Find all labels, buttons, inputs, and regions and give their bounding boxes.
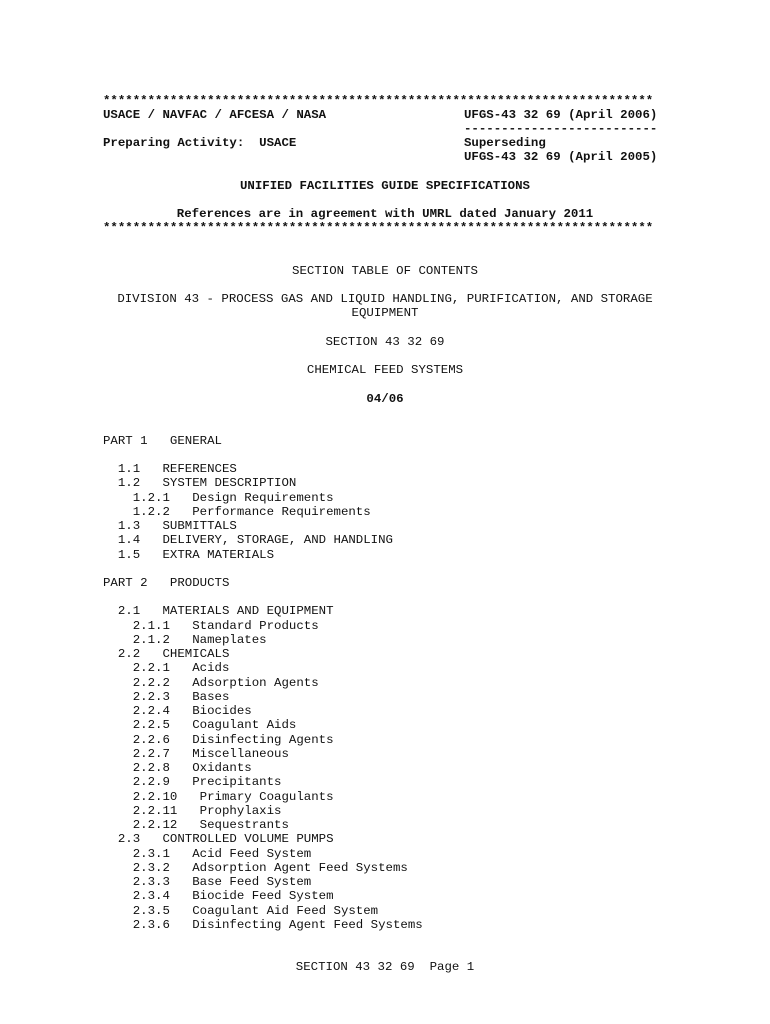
toc-entry: 2.3 CONTROLLED VOLUME PUMPS	[103, 832, 334, 846]
toc-heading: SECTION TABLE OF CONTENTS	[292, 264, 478, 278]
toc-entry: 2.2.3 Bases	[103, 690, 230, 704]
toc-entry: 2.2.2 Adsorption Agents	[103, 676, 319, 690]
toc-entry: 2.2.9 Precipitants	[103, 775, 282, 789]
division-title: DIVISION 43 - PROCESS GAS AND LIQUID HANDLING, PURIFICATION, AND STORAGE	[117, 292, 653, 306]
guide-title: UNIFIED FACILITIES GUIDE SPECIFICATIONS	[240, 179, 530, 193]
section-date: 04/06	[366, 392, 404, 406]
section-number: SECTION 43 32 69	[325, 335, 445, 349]
toc-entry: 2.1.1 Standard Products	[103, 619, 319, 633]
toc-entry: 1.4 DELIVERY, STORAGE, AND HANDLING	[103, 533, 393, 547]
section-title: CHEMICAL FEED SYSTEMS	[306, 363, 464, 377]
toc-entry: 1.2 SYSTEM DESCRIPTION	[103, 476, 297, 490]
toc-entry: 2.2.12 Sequestrants	[103, 818, 289, 832]
ufgs-current: UFGS-43 32 69 (April 2006)	[464, 108, 658, 122]
toc-entry: 2.3.3 Base Feed System	[103, 875, 312, 889]
toc-entry: 2.2.1 Acids	[103, 661, 230, 675]
star-rule-bottom: **************************************************************************	[103, 221, 654, 235]
references-note: References are in agreement with UMRL dated January 2011	[176, 207, 594, 221]
agencies-line: USACE / NAVFAC / AFCESA / NASA	[103, 108, 327, 122]
toc-entry: 1.3 SUBMITTALS	[103, 519, 237, 533]
star-rule-top: **************************************************************************	[103, 94, 654, 108]
superseding-label: Superseding	[464, 136, 546, 150]
toc-entry: 2.3.4 Biocide Feed System	[103, 889, 334, 903]
toc-entry: 2.2 CHEMICALS	[103, 647, 230, 661]
ufgs-previous: UFGS-43 32 69 (April 2005)	[464, 150, 658, 164]
division-title-cont: EQUIPMENT	[351, 306, 419, 320]
toc-entry: 2.3.2 Adsorption Agent Feed Systems	[103, 861, 408, 875]
toc-entry: 2.1.2 Nameplates	[103, 633, 267, 647]
toc-entry: 2.2.11 Prophylaxis	[103, 804, 282, 818]
toc-entry: 2.3.6 Disinfecting Agent Feed Systems	[103, 918, 423, 932]
toc-entry: 1.2.1 Design Requirements	[103, 491, 334, 505]
toc-entry: 1.2.2 Performance Requirements	[103, 505, 371, 519]
part-heading: PART 1 GENERAL	[103, 434, 222, 448]
toc-entry: 2.2.10 Primary Coagulants	[103, 790, 334, 804]
toc-entry: 2.2.4 Biocides	[103, 704, 252, 718]
toc-entry: 2.2.8 Oxidants	[103, 761, 252, 775]
toc-entry: 2.2.7 Miscellaneous	[103, 747, 289, 761]
toc-entry: 1.5 EXTRA MATERIALS	[103, 548, 275, 562]
dash-rule: --------------------------	[464, 122, 658, 136]
toc-entry: 2.2.6 Disinfecting Agents	[103, 733, 334, 747]
toc-entry: 1.1 REFERENCES	[103, 462, 237, 476]
toc-entry: 2.1 MATERIALS AND EQUIPMENT	[103, 604, 334, 618]
preparing-activity: Preparing Activity: USACE	[103, 136, 297, 150]
toc-entry: 2.3.5 Coagulant Aid Feed System	[103, 904, 379, 918]
toc-entry: 2.3.1 Acid Feed System	[103, 847, 312, 861]
toc-entry: 2.2.5 Coagulant Aids	[103, 718, 297, 732]
page-footer: SECTION 43 32 69 Page 1	[295, 960, 475, 974]
part-heading: PART 2 PRODUCTS	[103, 576, 230, 590]
